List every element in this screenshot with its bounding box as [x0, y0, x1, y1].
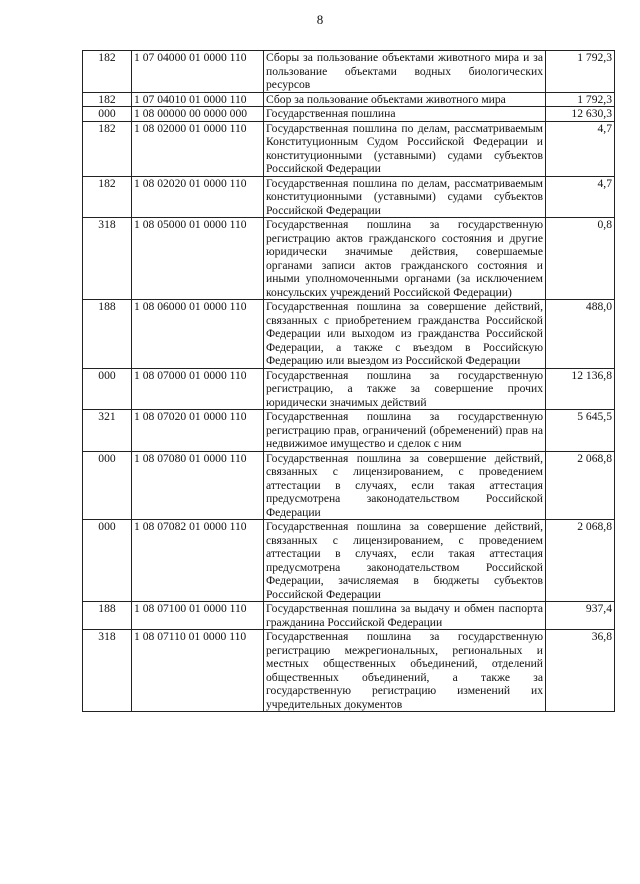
revenue-name-cell: Сборы за пользование объектами животного мира и за пользование объектами водных биологических ресурсов: [264, 51, 546, 93]
budget-code-cell: 1 08 05000 01 0000 110: [132, 218, 264, 300]
table-row: [83, 410, 615, 452]
budget-code-cell: 1 08 07082 01 0000 110: [132, 520, 264, 602]
budget-code-cell: 1 07 04000 01 0000 110: [132, 51, 264, 93]
budget-code-cell: 1 08 02020 01 0000 110: [132, 176, 264, 218]
revenue-name-cell: Государственная пошлина за выдачу и обмен паспорта гражданина Российской Федерации: [264, 602, 546, 630]
table-row: [83, 520, 615, 602]
revenue-name-cell: Государственная пошлина за государственную регистрацию прав, ограничений (обременений) прав на недвижимое имущество и сделок с ним: [264, 410, 546, 452]
admin-code-cell: 000: [83, 451, 132, 520]
admin-code-cell: 182: [83, 121, 132, 176]
table-row: [83, 218, 615, 300]
amount-cell: 5 645,5: [546, 410, 615, 452]
revenue-table: [82, 50, 615, 712]
revenue-name-cell: Государственная пошлина за совершение действий, связанных с лицензированием, с проведением аттестации в случаях, если такая аттестация предусмотрена законодательством Российской Федерации, зачисляемая в бюджеты субъектов Российской Федерации: [264, 520, 546, 602]
table-row: [83, 92, 615, 107]
amount-cell: 36,8: [546, 630, 615, 712]
revenue-name-cell: Государственная пошлина за государственную регистрацию межрегиональных, региональных и местных общественных объединений, отделений общественных объединений, а также за государственную регистрацию изменений их учредительных документов: [264, 630, 546, 712]
table-row: [83, 368, 615, 410]
revenue-name-cell: Государственная пошлина за совершение действий, связанных с приобретением гражданства Российской Федерации или выходом из гражданства Российской Федерации, а также с въездом в Российскую Федерацию или выездом из Российской Федерации: [264, 300, 546, 369]
admin-code-cell: 182: [83, 51, 132, 93]
budget-code-cell: 1 08 02000 01 0000 110: [132, 121, 264, 176]
admin-code-cell: 182: [83, 176, 132, 218]
budget-code-cell: 1 08 07020 01 0000 110: [132, 410, 264, 452]
budget-code-cell: 1 08 07000 01 0000 110: [132, 368, 264, 410]
revenue-name-cell: Государственная пошлина за государственную регистрацию актов гражданского состояния и другие юридически значимые действия, совершаемые органами записи актов гражданского состояния и иными уполномоченными органами (за исключением консульских учреждений Российской Федерации): [264, 218, 546, 300]
table-row: [83, 630, 615, 712]
budget-code-cell: 1 08 06000 01 0000 110: [132, 300, 264, 369]
revenue-name-cell: Государственная пошлина по делам, рассматриваемым Конституционным Судом Российской Федерации и конституционными (уставными) судами субъектов Российской Федерации: [264, 121, 546, 176]
table-row: [83, 176, 615, 218]
admin-code-cell: 321: [83, 410, 132, 452]
revenue-name-cell: Государственная пошлина: [264, 107, 546, 122]
admin-code-cell: 000: [83, 368, 132, 410]
budget-code-cell: 1 08 07080 01 0000 110: [132, 451, 264, 520]
amount-cell: 12 136,8: [546, 368, 615, 410]
table-row: [83, 602, 615, 630]
budget-code-cell: 1 08 00000 00 0000 000: [132, 107, 264, 122]
admin-code-cell: 182: [83, 92, 132, 107]
admin-code-cell: 318: [83, 630, 132, 712]
revenue-name-cell: Сбор за пользование объектами животного мира: [264, 92, 546, 107]
amount-cell: 4,7: [546, 121, 615, 176]
revenue-name-cell: Государственная пошлина по делам, рассматриваемым конституционными (уставными) судами субъектов Российской Федерации: [264, 176, 546, 218]
amount-cell: 1 792,3: [546, 51, 615, 93]
amount-cell: 2 068,8: [546, 520, 615, 602]
table-row: [83, 107, 615, 122]
admin-code-cell: 318: [83, 218, 132, 300]
amount-cell: 488,0: [546, 300, 615, 369]
admin-code-cell: 000: [83, 107, 132, 122]
table-row: [83, 451, 615, 520]
budget-code-cell: 1 08 07110 01 0000 110: [132, 630, 264, 712]
page-number: 8: [316, 12, 324, 27]
revenue-name-cell: Государственная пошлина за совершение действий, связанных с лицензированием, с проведением аттестации в случаях, если такая аттестация предусмотрена законодательством Российской Федерации: [264, 451, 546, 520]
revenue-name-cell: Государственная пошлина за государственную регистрацию, а также за совершение прочих юридически значимых действий: [264, 368, 546, 410]
amount-cell: 4,7: [546, 176, 615, 218]
amount-cell: 12 630,3: [546, 107, 615, 122]
amount-cell: 1 792,3: [546, 92, 615, 107]
revenue-table-body: [83, 51, 615, 712]
admin-code-cell: 188: [83, 602, 132, 630]
amount-cell: 937,4: [546, 602, 615, 630]
amount-cell: 0,8: [546, 218, 615, 300]
amount-cell: 2 068,8: [546, 451, 615, 520]
budget-code-cell: 1 07 04010 01 0000 110: [132, 92, 264, 107]
table-row: [83, 51, 615, 93]
admin-code-cell: 000: [83, 520, 132, 602]
table-row: [83, 300, 615, 369]
budget-code-cell: 1 08 07100 01 0000 110: [132, 602, 264, 630]
table-row: [83, 121, 615, 176]
admin-code-cell: 188: [83, 300, 132, 369]
